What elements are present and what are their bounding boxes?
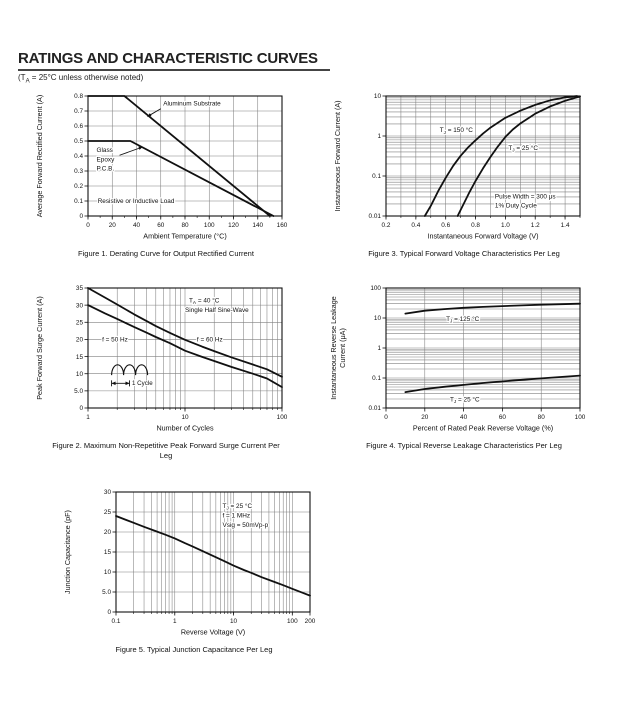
figure-3-caption: Figure 3. Typical Forward Voltage Characteristics Per Leg (368, 249, 560, 258)
svg-text:TJ = 150 °C: $T_J = 150$ °C (439, 126, 473, 135)
svg-text:100: 100 (203, 222, 215, 229)
figure-5 (58, 484, 330, 655)
svg-text:TJ = 125 °C: $T_J = 125$ °C (446, 315, 480, 324)
title-rule (18, 69, 330, 71)
figure-4-caption: Figure 4. Typical Reverse Leakage Characteristics Per Leg (366, 441, 562, 450)
svg-text:10: 10 (181, 414, 189, 421)
svg-text:10: 10 (373, 315, 381, 323)
svg-text:0.3: 0.3 (74, 168, 83, 176)
svg-text:0: 0 (86, 222, 90, 229)
svg-text:0: 0 (107, 609, 111, 617)
svg-text:0.8: 0.8 (471, 222, 480, 229)
figure-2-chart (30, 280, 302, 438)
svg-text:20: 20 (75, 336, 83, 344)
svg-text:Instantaneous Reverse Leakage: Instantaneous Reverse Leakage (329, 296, 338, 400)
svg-text:1.4: 1.4 (560, 222, 570, 229)
svg-text:40: 40 (460, 414, 468, 421)
svg-text:5.0: 5.0 (74, 388, 83, 396)
svg-text:0.6: 0.6 (74, 123, 83, 131)
svg-text:1.0: 1.0 (500, 222, 510, 229)
svg-text:10: 10 (229, 618, 238, 625)
svg-text:Junction Capacitance (pF): Junction Capacitance (pF) (63, 510, 72, 594)
svg-text:Pulse Width = 300 μs: Pulse Width = 300 μs (494, 192, 556, 200)
svg-text:TJ = 25 °C: $T_J = 25$ °C (450, 396, 480, 404)
svg-text:Aluminum Substrate: Aluminum Substrate (163, 100, 221, 107)
figure-1 (30, 88, 302, 259)
svg-text:0: 0 (384, 414, 388, 421)
conditions-pre: (T (18, 73, 26, 82)
figure-1-caption: Figure 1. Derating Curve for Output Rectified Current (78, 249, 254, 258)
conditions-post: = 25°C unless otherwise noted) (29, 73, 144, 82)
svg-text:0.1: 0.1 (111, 618, 121, 625)
svg-text:0.5: 0.5 (74, 138, 83, 146)
svg-text:10: 10 (75, 370, 83, 378)
figure-2 (30, 280, 302, 461)
svg-text:20: 20 (103, 529, 111, 537)
svg-text:10: 10 (373, 93, 381, 101)
svg-text:Glass: Glass (96, 146, 113, 154)
svg-text:80: 80 (537, 414, 545, 421)
svg-text:200: 200 (304, 618, 316, 625)
svg-text:25: 25 (103, 509, 111, 517)
figure-3 (328, 88, 600, 259)
page-header (18, 50, 612, 85)
svg-text:TJ = 25 °C: $T_J = 25$ °C (508, 144, 538, 153)
svg-text:100: 100 (276, 414, 288, 421)
svg-text:25: 25 (75, 319, 83, 327)
svg-text:100: 100 (370, 285, 381, 293)
svg-text:0.7: 0.7 (74, 108, 83, 116)
figure-3-chart (328, 88, 600, 246)
svg-text:TJ = 25 °C: $T_J = 25$ °C (222, 502, 253, 511)
svg-text:Ambient Temperature (°C): Ambient Temperature (°C) (143, 231, 227, 241)
figure-4-chart (328, 280, 600, 438)
svg-text:0.6: 0.6 (441, 222, 451, 229)
svg-text:100: 100 (574, 414, 586, 421)
svg-text:f = 1 MHz: f = 1 MHz (222, 512, 251, 520)
svg-text:30: 30 (75, 302, 83, 310)
svg-text:1.2: 1.2 (530, 222, 540, 229)
svg-text:160: 160 (276, 222, 288, 229)
figure-4 (328, 280, 600, 451)
svg-text:1: 1 (86, 414, 90, 421)
svg-text:1: 1 (377, 345, 381, 353)
svg-text:Instantaneous Forward Voltage: Instantaneous Forward Voltage (V) (427, 231, 539, 241)
svg-text:35: 35 (75, 285, 83, 293)
conditions-note (18, 73, 612, 85)
svg-text:30: 30 (103, 489, 111, 497)
svg-text:Resistive or Inductive Load: Resistive or Inductive Load (97, 197, 175, 205)
svg-text:Instantaneous Forward Current: Instantaneous Forward Current (A) (333, 100, 342, 212)
svg-text:120: 120 (228, 222, 239, 229)
svg-text:0: 0 (79, 213, 83, 221)
svg-text:TA = 40 °C: $T_A = 40$ °C (189, 296, 220, 305)
svg-text:f = 60 Hz: f = 60 Hz (196, 335, 223, 343)
svg-text:0.4: 0.4 (411, 222, 421, 229)
figure-2-caption: Figure 2. Maximum Non-Repetitive Peak Forward Surge Current Per Leg (52, 441, 280, 461)
svg-text:f = 50 Hz: f = 50 Hz (102, 335, 128, 343)
svg-text:1 Cycle: 1 Cycle (132, 379, 153, 387)
svg-text:Single Half Sine-Wave: Single Half Sine-Wave (185, 306, 249, 314)
svg-text:Current (μA): Current (μA) (338, 328, 347, 368)
svg-text:Peak Forward Surge Current (A): Peak Forward Surge Current (A) (35, 296, 44, 400)
svg-text:1% Duty Cycle: 1% Duty Cycle (494, 201, 537, 209)
svg-text:80: 80 (181, 222, 189, 229)
conditions-sub: A (25, 78, 30, 85)
svg-text:0.1: 0.1 (372, 173, 381, 181)
svg-text:0.8: 0.8 (74, 93, 83, 101)
svg-text:15: 15 (75, 353, 83, 361)
svg-text:20: 20 (108, 222, 116, 229)
figure-1-chart (30, 88, 302, 246)
figure-5-caption: Figure 5. Typical Junction Capacitance Per Leg (115, 645, 273, 654)
svg-text:5.0: 5.0 (102, 589, 111, 597)
svg-text:Number of Cycles: Number of Cycles (156, 423, 214, 433)
figure-5-chart (58, 484, 330, 642)
svg-text:Reverse Voltage (V): Reverse Voltage (V) (180, 627, 246, 637)
svg-text:10: 10 (103, 569, 111, 577)
svg-text:0.01: 0.01 (368, 213, 381, 221)
svg-text:60: 60 (498, 414, 506, 421)
svg-text:0.01: 0.01 (368, 405, 381, 413)
svg-text:0.2: 0.2 (381, 222, 391, 229)
svg-text:15: 15 (103, 549, 111, 557)
svg-text:0.4: 0.4 (74, 153, 83, 161)
svg-text:20: 20 (421, 414, 429, 421)
svg-text:40: 40 (132, 222, 141, 229)
svg-text:Average Forward Rectified Curr: Average Forward Rectified Current (A) (35, 94, 44, 218)
svg-text:0.1: 0.1 (372, 375, 381, 383)
svg-text:1: 1 (172, 618, 177, 625)
svg-text:0: 0 (79, 405, 83, 413)
section-title: RATINGS AND CHARACTERISTIC CURVES (18, 50, 318, 67)
svg-text:Percent of Rated Peak Reverse: Percent of Rated Peak Reverse Voltage (%) (412, 423, 554, 433)
svg-text:0.2: 0.2 (74, 183, 83, 191)
svg-text:Vsig = 50mVp-p: Vsig = 50mVp-p (222, 521, 269, 529)
svg-text:1: 1 (377, 133, 381, 141)
svg-text:P.C.B.: P.C.B. (96, 165, 115, 173)
svg-text:100: 100 (286, 618, 298, 625)
svg-text:0.1: 0.1 (74, 198, 83, 206)
svg-text:Epoxy: Epoxy (96, 155, 115, 163)
svg-text:60: 60 (157, 222, 165, 229)
svg-text:140: 140 (252, 222, 264, 229)
